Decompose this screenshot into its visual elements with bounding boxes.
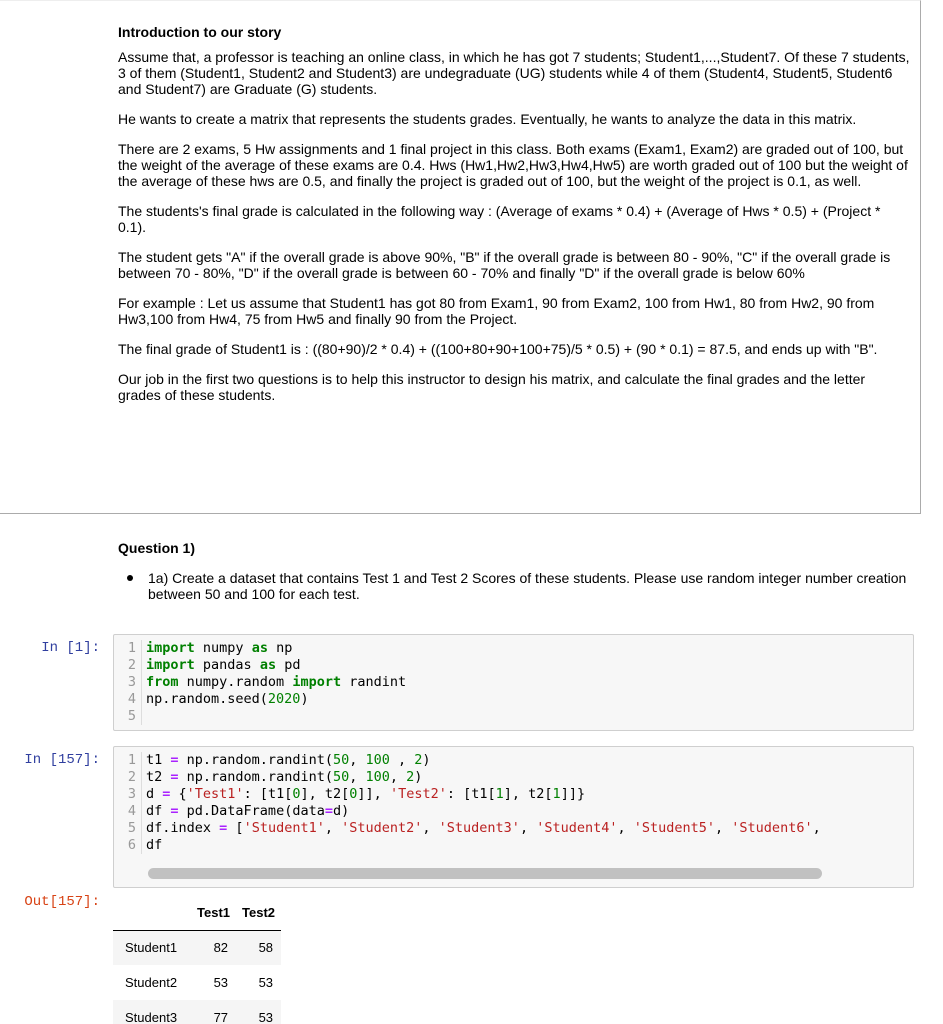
line-number: 4: [114, 691, 142, 708]
markdown-content: [118, 24, 910, 417]
bullet-icon: [127, 575, 133, 581]
code-line: 4 df = pd.DataFrame(data=d): [114, 803, 913, 820]
table-cell: 58: [258, 940, 274, 956]
intro-paragraph: The final grade of Student1 is : ((80+90)/2 * 0.4) + ((100+80+90+100+75)/5 * 0.5) + (90 * 0.1) = 87.5, and ends up with "B".: [118, 341, 878, 357]
intro-paragraph: He wants to create a matrix that represents the students grades. Eventually, he wants to analyze the data in this matrix.: [118, 111, 857, 127]
question-title: Question 1): [118, 540, 196, 556]
column-header: Test2: [236, 896, 281, 930]
input-prompt: In [157]:: [24, 752, 100, 768]
horizontal-scrollbar[interactable]: [148, 868, 822, 879]
table-cell: 53: [258, 975, 274, 990]
row-index: Student1: [125, 940, 178, 956]
intro-paragraph: Assume that, a professor is teaching an online class, in which he has got 7 students; Student1,...,Student7. Of these 7 students, 3 of them (Student1, Student2 and Student3) are undegraduate (UG) students while 4 of them (Student4, Student5, Student6 and Student7) are Graduate (G) students.: [118, 49, 910, 97]
input-prompt: In [1]:: [41, 640, 100, 656]
table-row: [113, 965, 281, 1000]
code-line: 4 np.random.seed(2020): [114, 691, 913, 708]
code-line: 5 df.index = ['Student1', 'Student2', 'Student3', 'Student4', 'Student5', 'Student6',: [114, 820, 913, 837]
code-line: 6 df: [114, 837, 913, 854]
question-bullet-text: 1a) Create a dataset that contains Test 1 and Test 2 Scores of these students. Please use random integer number creation between 50 and 100 for each test.: [148, 570, 907, 602]
line-number: 5: [114, 820, 142, 837]
code-line: 3 d = {'Test1': [t1[0], t2[0]], 'Test2': [t1[1], t2[1]]}: [114, 786, 913, 803]
code-cell-2[interactable]: [113, 746, 914, 888]
intro-title: Introduction to our story: [118, 24, 282, 40]
line-number: 2: [114, 657, 142, 674]
row-index: Student2: [125, 975, 178, 990]
output-prompt: Out[157]:: [24, 894, 100, 910]
line-number: 1: [114, 640, 142, 657]
index-header: [113, 896, 191, 930]
line-number: 4: [114, 803, 142, 820]
question-bullet-item: [118, 570, 908, 602]
intro-paragraph: The students's final grade is calculated in the following way : (Average of exams * 0.4) + (Average of Hws * 0.5) + (Project * 0.1).: [118, 203, 881, 235]
table-row: [113, 1000, 281, 1024]
line-number: 5: [114, 708, 142, 725]
code-line: [114, 708, 913, 725]
code-line: 2 import pandas as pd: [114, 657, 913, 674]
line-number: 2: [114, 769, 142, 786]
intro-paragraph: For example : Let us assume that Student1 has got 80 from Exam1, 90 from Exam2, 100 from Hw1, 80 from Hw2, 90 from Hw3,100 from Hw4, 75 from Hw5 and finally 90 from the Project.: [118, 295, 875, 327]
line-number: 3: [114, 786, 142, 803]
markdown-cell-intro[interactable]: [0, 0, 921, 514]
table-header-row: [113, 896, 281, 930]
intro-paragraph: Our job in the first two questions is to help this instructor to design his matrix, and calculate the final grades and the letter grades of these students.: [118, 371, 866, 403]
table-cell: 77: [213, 1010, 229, 1024]
markdown-cell-question[interactable]: [118, 540, 908, 602]
code-line: 3 from numpy.random import randint: [114, 674, 913, 691]
code-cell-1[interactable]: [113, 634, 914, 731]
line-number: 1: [114, 752, 142, 769]
column-header: Test1: [191, 896, 236, 930]
table-cell: 82: [213, 940, 229, 956]
table-cell: 53: [213, 975, 229, 990]
table-cell: 53: [258, 1010, 274, 1024]
table-row: [113, 930, 281, 965]
row-index: Student3: [125, 1010, 178, 1024]
question-list: [118, 570, 908, 602]
intro-paragraph: The student gets "A" if the overall grade is above 90%, "B" if the overall grade is between 80 - 90%, "C" if the overall grade is between 70 - 80%, "D" if the overall grade is between 60 - 70% and finally "D" if the overall grade is below 60%: [118, 249, 891, 281]
code-line: 1 import numpy as np: [114, 640, 913, 657]
line-number: 6: [114, 837, 142, 854]
line-number: 3: [114, 674, 142, 691]
code-line: 1 t1 = np.random.randint(50, 100 , 2): [114, 752, 913, 769]
code-line: 2 t2 = np.random.randint(50, 100, 2): [114, 769, 913, 786]
intro-paragraph: There are 2 exams, 5 Hw assignments and 1 final project in this class. Both exams (Exam1, Exam2) are graded out of 100, but the weight of the average of these exams are 0.4. Hws (Hw1,Hw2,Hw3,Hw4,Hw5) are worth graded out of 100 but the weight of the average of these hws are 0.5, and finally the project is graded out of 100, but the weight of the project is 0.1, as well.: [118, 141, 908, 189]
dataframe-output-table: [113, 896, 281, 1024]
